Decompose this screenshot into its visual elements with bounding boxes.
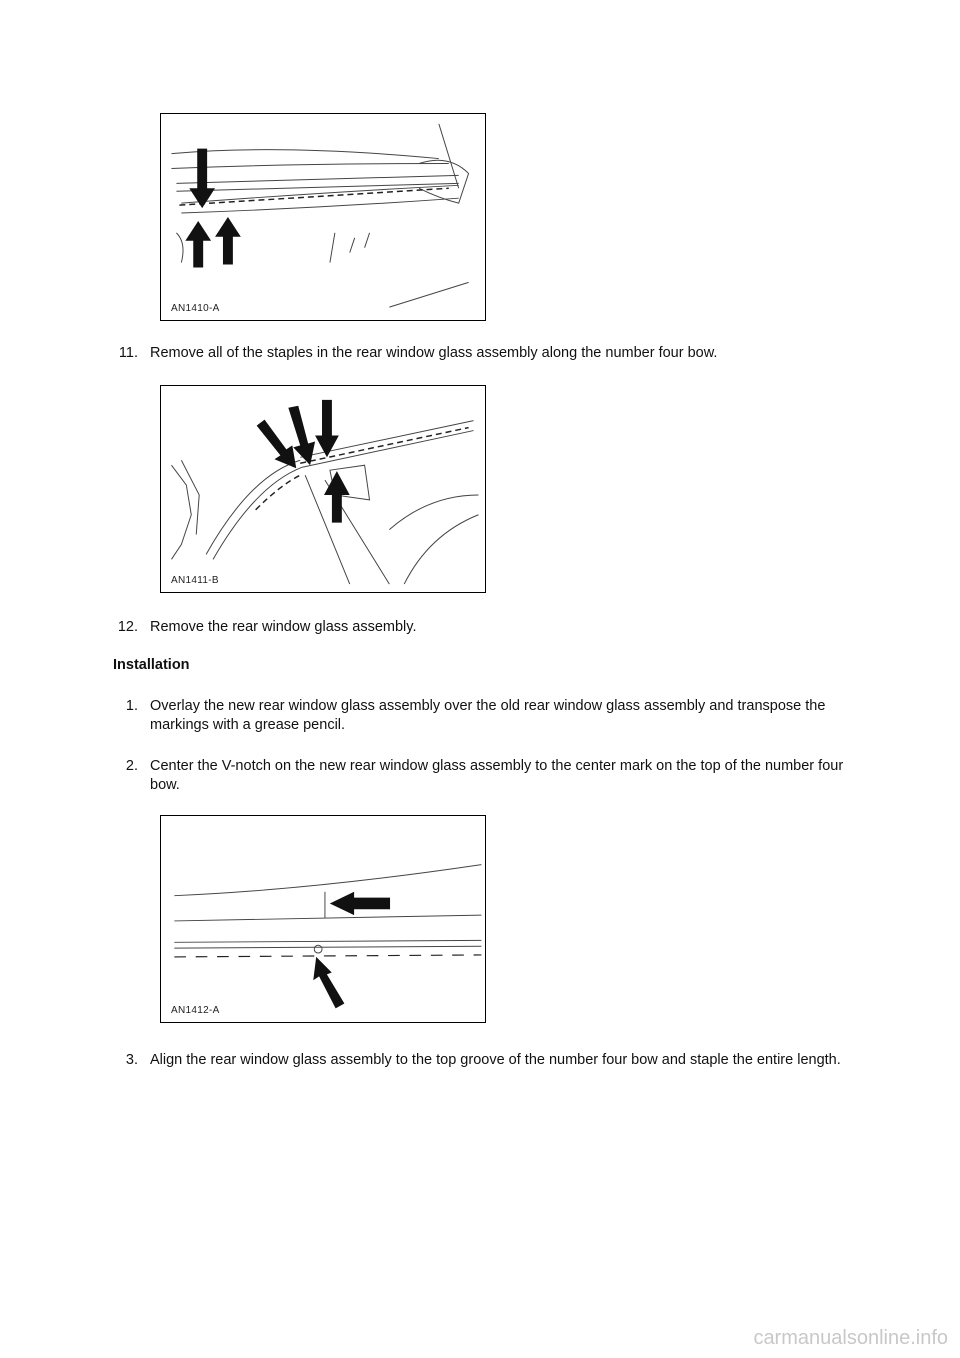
figure-an1411-illustration [161, 386, 485, 592]
figure-label: AN1410-A [171, 303, 220, 314]
step-number: 11. [118, 345, 138, 361]
figure-an1411-arrows [257, 400, 350, 523]
step-text: Center the V-notch on the new rear window glass assembly to the center mark on the top of the number four bow. [150, 758, 844, 793]
section-heading-installation: Installation [113, 657, 190, 673]
step-number: 3. [125, 1052, 138, 1068]
step-number: 12. [117, 619, 138, 635]
step-number: 2. [125, 758, 138, 774]
figure-label: AN1411-B [171, 575, 219, 586]
watermark: carmanualsonline.info [753, 1327, 948, 1349]
figure-an1412-illustration [161, 816, 485, 1022]
step-text: Align the rear window glass assembly to the top groove of the number four bow and staple the entire length. [150, 1052, 841, 1068]
step-text: Overlay the new rear window glass assembly over the old rear window glass assembly and transpose the markings with a grease pencil. [150, 698, 826, 733]
figure-an1411 [160, 385, 486, 593]
step-text: Remove the rear window glass assembly. [150, 619, 417, 635]
figure-an1410-illustration [161, 114, 485, 320]
figure-an1412 [160, 815, 486, 1023]
figure-an1410 [160, 113, 486, 321]
step-text: Remove all of the staples in the rear window glass assembly along the number four bow. [150, 345, 718, 361]
step-number: 1. [125, 698, 138, 714]
figure-label: AN1412-A [171, 1005, 220, 1016]
